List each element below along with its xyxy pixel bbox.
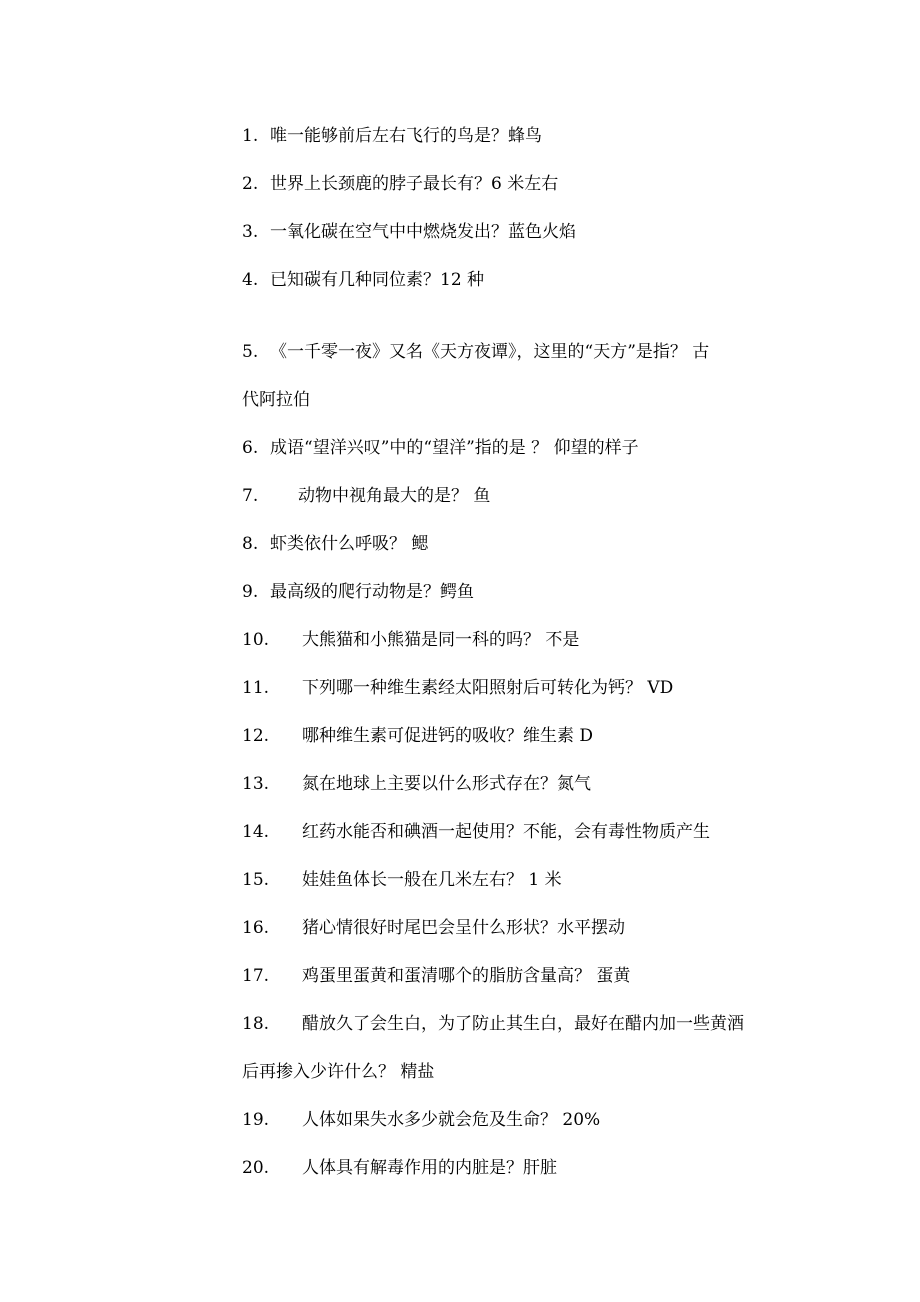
question-number: 7. [242, 486, 259, 506]
question-10 [242, 630, 579, 650]
question-5 [242, 342, 709, 362]
question-text: 一氧化碳在空气中中燃烧发出？蓝色火焰 [270, 222, 576, 242]
question-text: 鸡蛋里蛋黄和蛋清哪个的脂肪含量高？ 蛋黄 [302, 966, 631, 986]
question-18 [242, 1014, 744, 1034]
question-6 [242, 438, 639, 458]
question-number: 20. [242, 1158, 270, 1178]
question-number: 17. [242, 966, 270, 986]
question-text: 氮在地球上主要以什么形式存在？氮气 [302, 774, 591, 794]
question-14 [242, 822, 710, 842]
question-text: 人体如果失水多少就会危及生命？ 20% [302, 1110, 601, 1130]
question-16 [242, 918, 625, 938]
question-text: 唯一能够前后左右飞行的鸟是？蜂鸟 [270, 126, 542, 146]
question-text: 娃娃鱼体长一般在几米左右？ 1 米 [302, 870, 562, 890]
question-number: 15. [242, 870, 270, 890]
question-number: 14. [242, 822, 270, 842]
question-7 [242, 486, 490, 506]
question-number: 6. [242, 438, 259, 458]
question-15 [242, 870, 562, 890]
question-number: 19. [242, 1110, 270, 1130]
question-text: 猪心情很好时尾巴会呈什么形状？水平摆动 [302, 918, 625, 938]
question-text: 动物中视角最大的是？ 鱼 [298, 486, 491, 506]
question-number: 3. [242, 222, 259, 242]
question-text: 人体具有解毒作用的内脏是？肝脏 [302, 1158, 557, 1178]
question-number: 4. [242, 270, 259, 290]
question-number: 5. [242, 342, 259, 362]
question-number: 1. [242, 126, 259, 146]
question-18-continuation: 后再掺入少许什么？ 精盐 [242, 1062, 435, 1082]
question-20 [242, 1158, 557, 1178]
question-text: 最高级的爬行动物是？鳄鱼 [270, 582, 474, 602]
question-4 [242, 270, 484, 290]
question-17 [242, 966, 630, 986]
question-19 [242, 1110, 600, 1130]
question-number: 16. [242, 918, 270, 938]
question-11 [242, 678, 673, 698]
question-2 [242, 174, 558, 194]
question-number: 8. [242, 534, 259, 554]
question-text: 成语“望洋兴叹”中的“望洋”指的是 ？ 仰望的样子 [270, 438, 639, 458]
question-9 [242, 582, 474, 602]
question-text: 已知碳有几种同位素？12 种 [270, 270, 485, 290]
question-text: 世界上长颈鹿的脖子最长有？6 米左右 [270, 174, 559, 194]
question-text: 《一千零一夜》又名《天方夜谭》，这里的“天方”是指？ 古 [270, 342, 710, 362]
question-1 [242, 126, 542, 146]
question-text: 大熊猫和小熊猫是同一科的吗？ 不是 [302, 630, 580, 650]
question-text: 醋放久了会生白，为了防止其生白，最好在醋内加一些黄酒 [302, 1014, 744, 1034]
question-13 [242, 774, 591, 794]
question-8 [242, 534, 428, 554]
question-number: 9. [242, 582, 259, 602]
question-number: 10. [242, 630, 270, 650]
question-text: 下列哪一种维生素经太阳照射后可转化为钙？ VD [302, 678, 674, 698]
question-number: 12. [242, 726, 270, 746]
question-text: 虾类依什么呼吸？ 鳃 [270, 534, 429, 554]
question-text: 哪种维生素可促进钙的吸收？维生素 D [302, 726, 594, 746]
question-number: 13. [242, 774, 270, 794]
question-number: 11. [242, 678, 270, 698]
question-number: 2. [242, 174, 259, 194]
question-3 [242, 222, 576, 242]
question-text: 红药水能否和碘酒一起使用？不能，会有毒性物质产生 [302, 822, 710, 842]
question-12 [242, 726, 593, 746]
question-number: 18. [242, 1014, 270, 1034]
question-5-continuation: 代阿拉伯 [242, 390, 310, 410]
